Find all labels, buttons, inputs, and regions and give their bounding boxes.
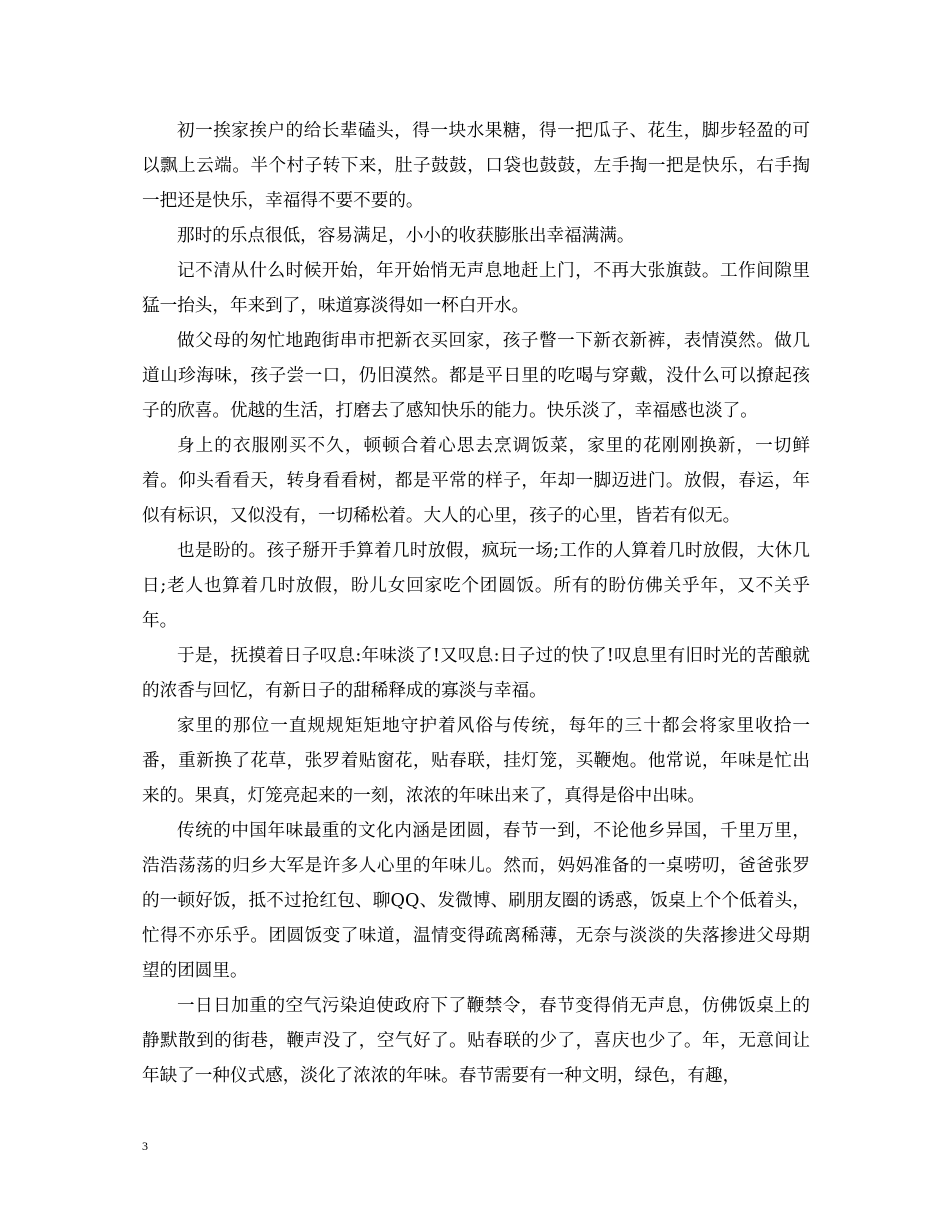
body-text	[142, 114, 810, 1094]
paragraph-10: 一日日加重的空气污染迫使政府下了鞭禁令，春节变得俏无声息，仿佛饭桌上的静默散到的街巷，鞭声没了，空气好了。贴春联的少了，喜庆也少了。年，无意间让年缺了一种仪式感，淡化了浓浓的年味。春节需要有一种文明，绿色，有趣，	[142, 996, 810, 1086]
paragraph-9: 传统的中国年味最重的文化内涵是团圆，春节一到，不论他乡异国，千里万里，浩浩荡荡的归乡大军是许多人心里的年味儿。然而，妈妈准备的一桌唠叨，爸爸张罗的一顿好饭，抵不过抢红包、聊QQ、发微博、刷朋友圈的诱惑，饭桌上个个低着头，忙得不亦乐乎。团圆饭变了味道，温情变得疏离稀薄，无奈与淡淡的失落掺进父母期望的团圆里。	[142, 821, 810, 981]
paragraph-5: 身上的衣服刚买不久，顿顿合着心思去烹调饭菜，家里的花刚刚换新，一切鲜着。仰头看看天，转身看看树，都是平常的样子，年却一脚迈进门。放假，春运，年似有标识，又似没有，一切稀松着。大人的心里，孩子的心里，皆若有似无。	[142, 436, 810, 526]
page-number: 3	[142, 1139, 148, 1153]
paragraph-8: 家里的那位一直规规矩矩地守护着风俗与传统，每年的三十都会将家里收拾一番，重新换了花草，张罗着贴窗花，贴春联，挂灯笼，买鞭炮。他常说，年味是忙出来的。果真，灯笼亮起来的一刻，浓浓的年味出来了，真得是俗中出味。	[142, 716, 810, 806]
paragraph-2: 那时的乐点很低，容易满足，小小的收获膨胀出幸福满满。	[177, 226, 635, 246]
paragraph-6: 也是盼的。孩子掰开手算着几时放假，疯玩一场;工作的人算着几时放假，大休几日;老人也算着几时放假，盼儿女回家吃个团圆饭。所有的盼仿佛关乎年，又不关乎年。	[142, 541, 810, 631]
paragraph-4: 做父母的匆忙地跑街串市把新衣买回家，孩子瞥一下新衣新裤，表情漠然。做几道山珍海味，孩子尝一口，仍旧漠然。都是平日里的吃喝与穿戴，没什么可以撩起孩子的欣喜。优越的生活，打磨去了感知快乐的能力。快乐淡了，幸福感也淡了。	[142, 331, 810, 421]
paragraph-7: 于是，抚摸着日子叹息:年味淡了!又叹息:日子过的快了!叹息里有旧时光的苦酿就的浓香与回忆，有新日子的甜稀释成的寡淡与幸福。	[142, 646, 810, 701]
paragraph-1: 初一挨家挨户的给长辈磕头，得一块水果糖，得一把瓜子、花生，脚步轻盈的可以飘上云端。半个村子转下来，肚子鼓鼓，口袋也鼓鼓，左手掏一把是快乐，右手掏一把还是快乐，幸福得不要不要的。	[142, 121, 810, 211]
paragraph-3: 记不清从什么时候开始，年开始悄无声息地赶上门，不再大张旗鼓。工作间隙里猛一抬头，年来到了，味道寡淡得如一杯白开水。	[142, 261, 810, 316]
